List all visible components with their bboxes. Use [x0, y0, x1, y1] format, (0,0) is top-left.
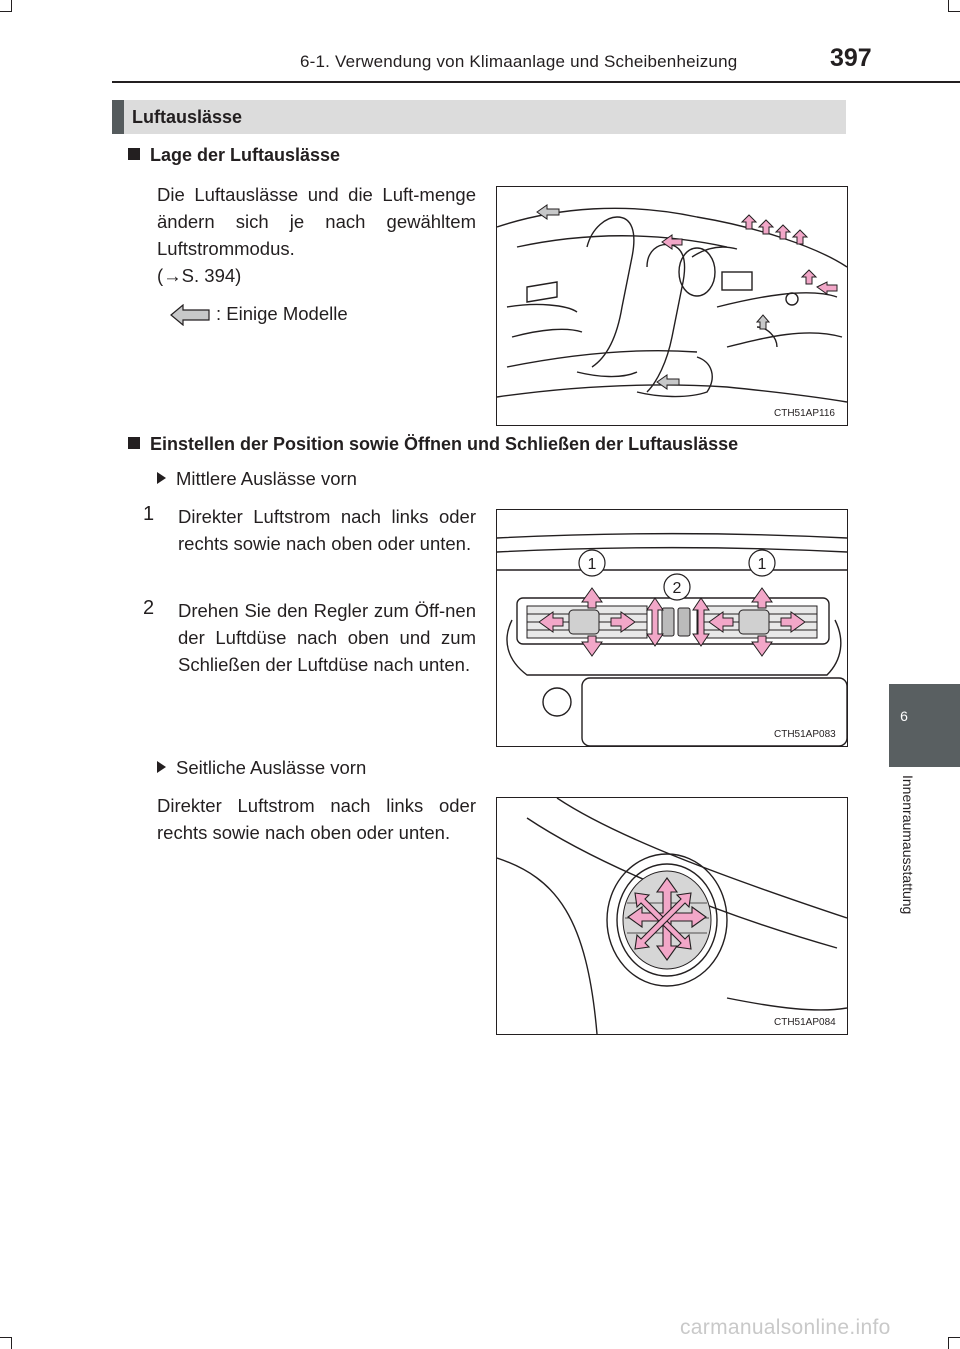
item-number-2: 2 [143, 597, 155, 619]
subheading-center-vents-text: Mittlere Auslässe vorn [176, 468, 357, 489]
figure-code-2: CTH51AP083 [774, 729, 836, 740]
right-arrow-symbol: → [163, 265, 182, 286]
crop-mark [11, 1337, 12, 1349]
header-rule [112, 81, 960, 83]
watermark: carmanualsonline.info [680, 1316, 891, 1339]
location-description: Die Luftauslässe und die Luft-menge ändern sich je nach gewähltem Luftstrommodus. [157, 184, 476, 259]
heading-location-text: Lage der Luftauslässe [150, 145, 341, 165]
crop-mark [11, 0, 12, 12]
figure-center-vents [496, 509, 848, 747]
item-text-1: Direkter Luftstrom nach links oder rechts sowie nach oben oder unten. [178, 506, 476, 554]
page-reference-text: S. 394 [181, 265, 236, 286]
section-title-bar [112, 100, 846, 134]
square-bullet-icon [128, 437, 140, 449]
chapter-title: 6-1. Verwendung von Klimaanlage und Scheibenheizung [300, 52, 738, 71]
page-reference: (→S. 394) [157, 265, 242, 286]
triangle-bullet-icon [157, 472, 166, 484]
callout-2: 2 [672, 580, 682, 597]
heading-location [128, 145, 340, 166]
callout-1-right: 1 [757, 556, 767, 573]
chapter-tab-number: 6 [900, 708, 908, 724]
heading-adjustment-text: Einstellen der Position sowie Öffnen und Schließen der Luftauslässe [150, 434, 739, 454]
page-number: 397 [830, 44, 872, 72]
crop-mark [948, 1337, 949, 1349]
crop-mark [948, 0, 949, 12]
chapter-tab-label [896, 775, 916, 975]
crop-mark [948, 1337, 960, 1338]
item-number-1: 1 [143, 503, 155, 525]
subheading-side-vents [157, 757, 366, 779]
heading-adjustment [128, 434, 738, 455]
side-vents-description: Direkter Luftstrom nach links oder rechts sowie nach oben oder unten. [157, 795, 476, 843]
figure-interior-overview [496, 186, 848, 426]
item-text-2: Drehen Sie den Regler zum Öff-nen der Luftdüse nach oben und zum Schließen der Luftdüse nach unten. [178, 600, 476, 675]
legend-text: : Einige Modelle [216, 303, 348, 324]
chapter-tab-label-text: Innenraumausstattung [900, 775, 916, 915]
chapter-tab [889, 684, 960, 767]
figure-side-vent [496, 797, 848, 1035]
subheading-center-vents [157, 468, 357, 490]
section-title: Luftauslässe [132, 107, 243, 127]
figure-code-3: CTH51AP084 [774, 1017, 836, 1028]
square-bullet-icon [128, 148, 140, 160]
subheading-side-vents-text: Seitliche Auslässe vorn [176, 757, 367, 778]
callout-1-left: 1 [587, 556, 597, 573]
crop-mark [948, 11, 960, 12]
section-marker [112, 100, 124, 134]
figure-code-1: CTH51AP116 [774, 408, 835, 419]
triangle-bullet-icon [157, 761, 166, 773]
legend-arrow-icon [170, 304, 210, 331]
